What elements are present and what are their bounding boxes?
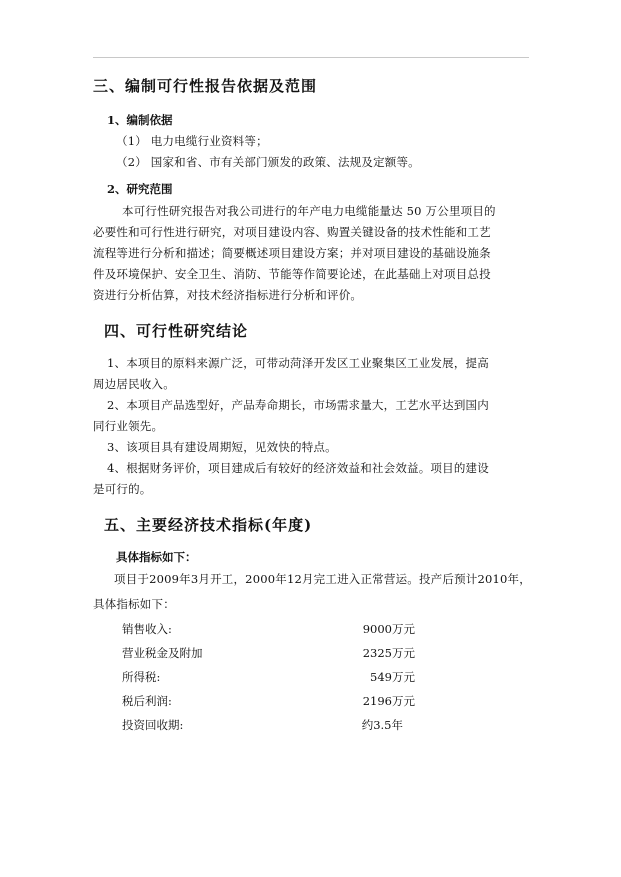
- scope-heading: 2、研究范围: [107, 182, 173, 196]
- basis-item: （2） 国家和省、市有关部门颁发的政策、法规及定额等。: [116, 155, 420, 169]
- basis-heading: 1、编制依据: [107, 113, 173, 127]
- intro-line: 项目于2009年3月开工，2000年12月完工进入正常营运。投产后预计2010年，: [114, 572, 531, 586]
- conclusion-line: 2、本项目产品选型好，产品寿命期长，市场需求量大，工艺水平达到国内: [107, 398, 489, 412]
- conclusion-line: 是可行的。: [93, 482, 152, 496]
- indicator-value: 549万元: [370, 670, 415, 684]
- conclusion-line: 1、本项目的原料来源广泛，可带动菏泽开发区工业聚集区工业发展，提高: [107, 356, 489, 370]
- indicator-label: 营业税金及附加: [122, 646, 203, 660]
- indicator-value: 9000万元: [362, 622, 415, 636]
- indicator-value: 2325万元: [362, 646, 415, 660]
- indicators-subheading: 具体指标如下：: [116, 550, 197, 564]
- conclusion-line: 3、该项目具有建设周期短，见效快的特点。: [107, 440, 337, 454]
- indicator-label: 投资回收期:: [122, 718, 184, 732]
- section4-title: 四、可行性研究结论: [104, 322, 249, 340]
- intro-line: 具体指标如下：: [93, 597, 175, 611]
- scope-line: 资进行分析估算，对技术经济指标进行分析和评价。: [93, 288, 363, 302]
- section3-title: 三、编制可行性报告依据及范围: [93, 77, 318, 95]
- conclusion-line: 4、根据财务评价，项目建成后有较好的经济效益和社会效益。项目的建设: [107, 461, 489, 475]
- section5-title: 五、主要经济技术指标(年度): [104, 516, 313, 534]
- indicator-value: 约3.5年: [361, 718, 403, 732]
- indicator-label: 销售收入:: [122, 622, 172, 636]
- indicator-label: 所得税:: [122, 670, 161, 684]
- scope-line: 件及环境保护、安全卫生、消防、节能等作简要论述，在此基础上对项目总投: [93, 267, 491, 281]
- scope-line: 必要性和可行性进行研究，对项目建设内容、购置关键设备的技术性能和工艺: [93, 225, 491, 239]
- indicator-value: 2196万元: [362, 694, 415, 708]
- scope-line: 本可行性研究报告对我公司进行的年产电力电缆能量达 50 万公里项目的: [122, 204, 496, 218]
- basis-item: （1） 电力电缆行业资料等；: [116, 134, 268, 148]
- conclusion-line: 同行业领先。: [93, 419, 164, 433]
- scope-line: 流程等进行分析和描述；简要概述项目建设方案；并对项目建设的基础设施条: [93, 246, 491, 260]
- conclusion-line: 周边居民收入。: [93, 377, 175, 391]
- header-rule: [93, 57, 529, 58]
- indicator-label: 税后利润:: [122, 694, 172, 708]
